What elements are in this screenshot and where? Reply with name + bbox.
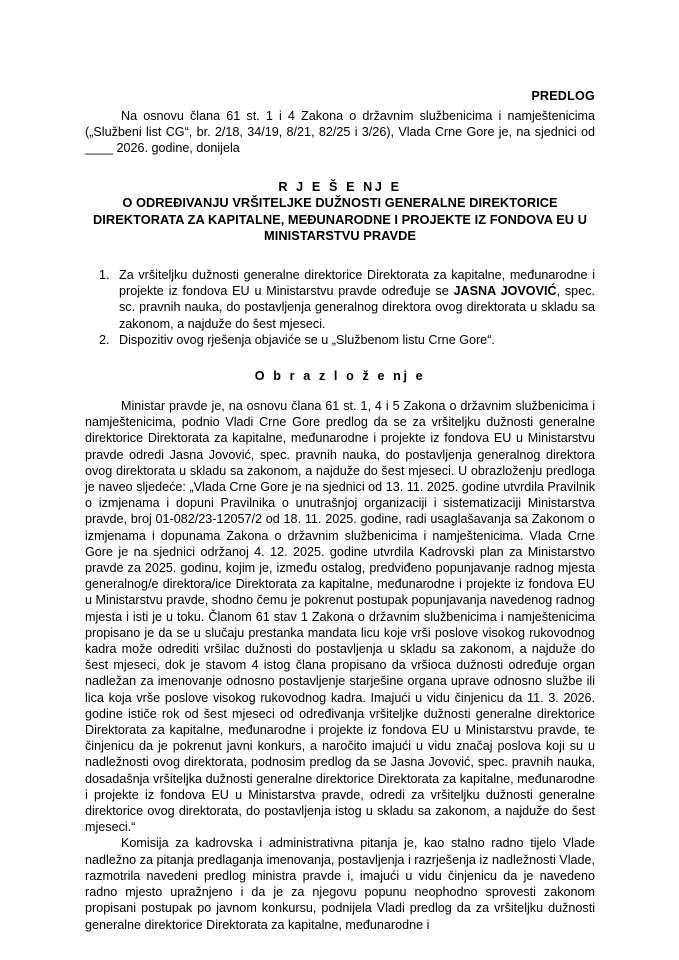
list-item bbox=[113, 332, 595, 348]
decision-title: R J E Š E NJ E bbox=[278, 179, 402, 194]
explanation-heading: O b r a z l o ž e nj e bbox=[254, 369, 426, 383]
item-text-before: Za vršiteljku dužnosti generalne direktorice Direktorata za kapitalne, međunarodne i projekte iz fondova EU u Ministarstvu pravde određuje se bbox=[119, 267, 595, 299]
title-block bbox=[85, 179, 595, 245]
preamble-paragraph: Na osnovu člana 61 st. 1 i 4 Zakona o državnim službenicima i namještenicima („Službeni list CG“, br. 2/18, 34/19, 8/21, 82/25 i 3/26), Vlada Crne Gore je, na sjednici od ____ 2026. godine, donijela bbox=[85, 109, 595, 156]
explanation-paragraph-2: Komisija za kadrovska i administrativna pitanja je, kao stalno radno tijelo Vlade nadležno za pitanja predlaganja imenovanja, postavljenja i razrješenja iz nadležnosti Vlade, razmotrila navedeni predlog ministra pravde i, imajući u vidu činjenicu da je navedeno radno mjesto upražnjeno i da je za njegovu popunu neophodno sprovesti zakonom propisani postupak po javnom konkursu, podnijela Vladi predlog da za vršiteljku dužnosti generalne direktorice Direktorata za kapitalne, međunarodne i bbox=[85, 836, 595, 932]
item-text-after: , spec. sc. pravnih nauka, do postavljenja generalnog direktora ovog direktorata u skladu sa zakonom, a najduže do šest mjeseci. bbox=[119, 284, 595, 331]
item-emphasis-name: JASNA JOVOVIĆ bbox=[453, 284, 557, 299]
document-content bbox=[85, 88, 595, 933]
explanation-body bbox=[85, 398, 595, 933]
decision-items-list bbox=[85, 267, 595, 348]
decision-subtitle: O ODREĐIVANJU VRŠITELJKE DUŽNOSTI GENERALNE DIREKTORICE DIREKTORATA ZA KAPITALNE, MEĐUNARODNE I PROJEKTE IZ FONDOVA EU U MINISTARSTVU PRAVDE bbox=[93, 195, 587, 244]
explanation-paragraph-1: Ministar pravde je, na osnovu člana 61 st. 1, 4 i 5 Zakona o državnim službenicima i namještenicima, podnio Vladi Crne Gore predlog da se za vršiteljku dužnosti generalne direktorice Direktorata za kapitalne, međunarodne i projekte iz fondova EU u Ministarstvu pravde odredi Jasna Jovović, spec. pravnih nauka, do postavljenja generalnog direktora ovog direktorata u skladu sa zakonom, a najduže do šest mjeseci. U obrazloženju predloga je naveo sljedeće: „Vlada Crne Gore je na sjednici od 13. 11. 2025. godine utvrdila Pravilnik o izmjenama i dopuni Pravilnika o unutrašnjoj organizaciji i sistematizaciji Ministarstva pravde, broj 01-082/23-12057/2 od 18. 11. 2025. godine, radi usaglašavanja sa Zakonom o izmjenama i dopunama Zakona o državnim službenicima i namještenicima. Vlada Crne Gore je na sjednici održanoj 4. 12. 2025. godine utvrdila Kadrovski plan za Ministarstvo pravde za 2025. godinu, kojim je, između ostalog, predviđeno popunjavanje radnog mjesta generalnog/e direktora/ice Direktorata za kapitalne, međunarodne i projekte iz fondova EU u Ministarstvu pravde, shodno čemu je pokrenut postupak popunjavanja navedenog radnog mjesta i isti je u toku. Članom 61 stav 1 Zakona o državnim službenicima i namještenicima propisano je da se u slučaju prestanka mandata licu koje vrši poslove visokog rukovodnog kadra može odrediti vršilac dužnosti do postavljenja u skladu sa zakonom, a najduže do šest mjeseci, dok je stavom 4 istog člana propisano da vršioca dužnosti određuje organ nadležan za imenovanje odnosno postavljenje starješine organa uprave odnosno službe ili lica koja vrše poslove visokog rukovodnog kadra. Imajući u vidu činjenicu da 11. 3. 2026. godine ističe rok od šest mjeseci od određivanja vršiteljke dužnosti generalne direktorice Direktorata za kapitalne, međunarodne i projekte iz fondova EU u Ministarstvu pravde, te činjenicu da je pokrenut javni konkurs, a naročito imajući u vidu značaj poslova koji su u nadležnosti ovog direktorata, podnosim predlog da se Jasna Jovović, spec. pravnih nauka, dosadašnja vršiteljka dužnosti generalne direktorice Direktorata za kapitalne, međunarodne i projekte iz fondova EU u Ministarstva pravde, odredi za vršiteljku dužnosti generalne direktorice ovog direktorata, do postavljenja istog u skladu sa zakonom, a najduže do šest mjeseci.“ bbox=[85, 399, 595, 835]
document-label: PREDLOG bbox=[531, 89, 595, 103]
item-text-before: Dispozitiv ovog rješenja objaviće se u „Službenom listu Crne Gore“. bbox=[119, 332, 495, 347]
list-item bbox=[113, 267, 595, 332]
